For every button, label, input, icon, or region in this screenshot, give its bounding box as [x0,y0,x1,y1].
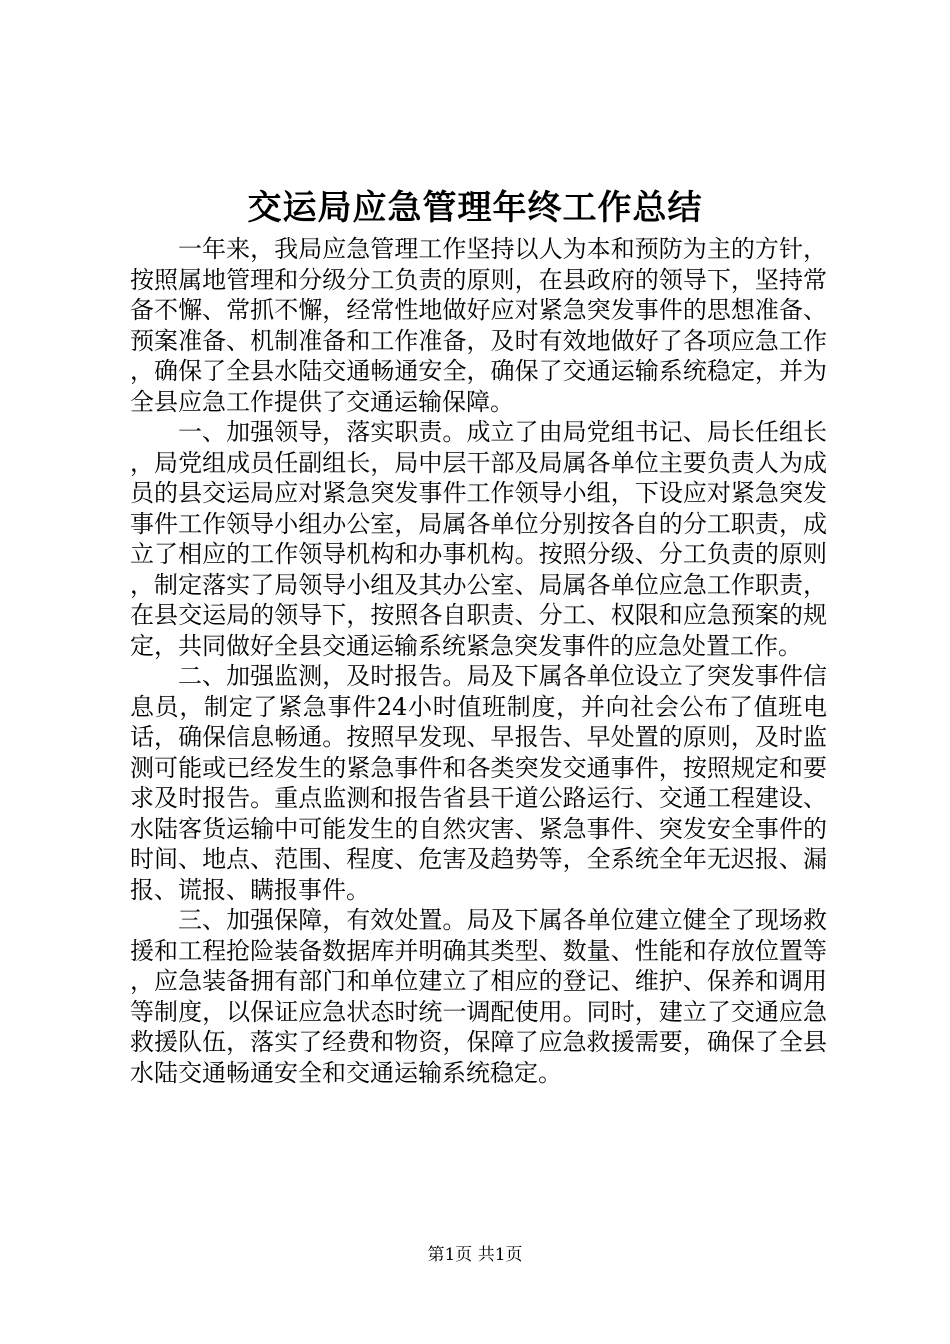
paragraph-leadership: 一、加强领导，落实职责。成立了由局党组书记、局长任组长，局党组成员任副组长，局中层干部及局属各单位主要负责人为成员的县交运局应对紧急突发事件工作领导小组，下设应对紧急突发事件工作领导小组办公室，局属各单位分别按各自的分工职责，成立了相应的工作领导机构和办事机构。按照分级、分工负责的原则，制定落实了局领导小组及其办公室、局属各单位应急工作职责，在县交运局的领导下，按照各自职责、分工、权限和应急预案的规定，共同做好全县交通运输系统紧急突发事件的应急处置工作。 [130,418,827,660]
page-number-footer: 第1页 共1页 [427,1245,523,1265]
document-title: 交运局应急管理年终工作总结 [247,188,703,228]
paragraph-support: 三、加强保障，有效处置。局及下属各单位建立健全了现场救援和工程抢险装备数据库并明确其类型、数量、性能和存放位置等，应急装备拥有部门和单位建立了相应的登记、维护、保养和调用等制度，以保证应急状态时统一调配使用。同时，建立了交通应急救援队伍，落实了经费和物资，保障了应急救援需要，确保了全县水陆交通畅通安全和交通运输系统稳定。 [130,906,827,1087]
paragraph-monitoring: 二、加强监测，及时报告。局及下属各单位设立了突发事件信息员，制定了紧急事件24小时值班制度，并向社会公布了值班电话，确保信息畅通。按照早发现、早报告、早处置的原则，及时监测可能或已经发生的紧急事件和各类突发交通事件，按照规定和要求及时报告。重点监测和报告省县干道公路运行、交通工程建设、水陆客货运输中可能发生的自然灾害、紧急事件、突发安全事件的时间、地点、范围、程度、危害及趋势等，全系统全年无迟报、漏报、谎报、瞒报事件。 [130,662,827,904]
paragraph-intro: 一年来，我局应急管理工作坚持以人为本和预防为主的方针，按照属地管理和分级分工负责的原则，在县政府的领导下，坚持常备不懈、常抓不懈，经常性地做好应对紧急突发事件的思想准备、预案准备、机制准备和工作准备，及时有效地做好了各项应急工作，确保了全县水陆交通畅通安全，确保了交通运输系统稳定，并为全县应急工作提供了交通运输保障。 [130,235,827,416]
document-body [130,234,827,1088]
